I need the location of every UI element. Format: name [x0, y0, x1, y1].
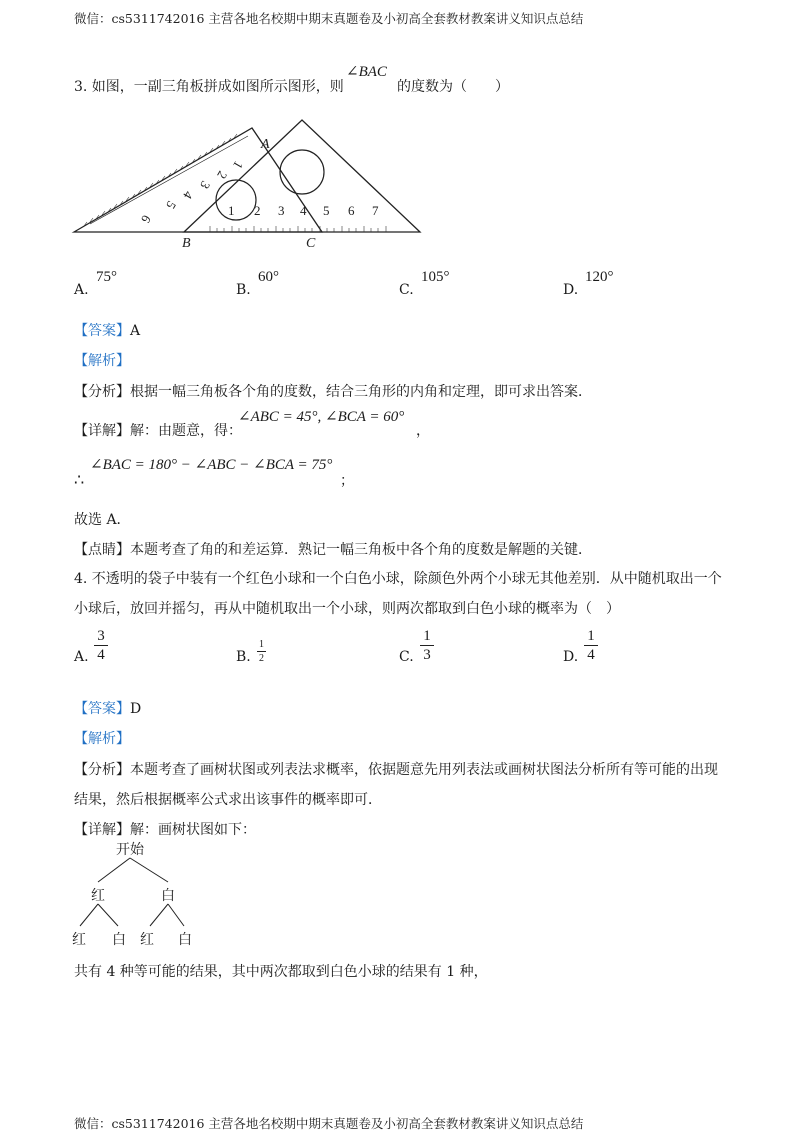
- right-ruler-ticks: [210, 226, 386, 232]
- page-header: 微信：cs5311742016 主营各地名校期中期末真题卷及小初高全套教材教案讲义知识点总结: [74, 11, 584, 26]
- q4-answer-value: D: [130, 701, 142, 717]
- q3-option-c-value: 105°: [421, 269, 450, 285]
- right-ruler-num-6: 6: [348, 203, 355, 218]
- q4-option-b-fraction: [257, 639, 266, 664]
- left-ruler-num-3: 3: [197, 178, 214, 192]
- q3-dianjing-row: [74, 539, 592, 559]
- left-ruler-num-4: 4: [180, 188, 197, 202]
- q3-conclusion: 故选 A．: [74, 512, 131, 528]
- q4-option-d-letter: D.: [563, 649, 579, 665]
- q4-option-c-fraction: [420, 628, 434, 663]
- right-ruler-num-1: 1: [228, 203, 235, 218]
- q3-analysis-label: 【解析】: [74, 353, 130, 369]
- left-ruler-hole: [216, 180, 256, 220]
- q4-option-c-letter: C.: [399, 649, 414, 665]
- q3-option-d-value: 120°: [585, 269, 614, 285]
- left-ruler-num-5: 5: [163, 198, 180, 212]
- left-ruler-num-6: 6: [138, 212, 155, 226]
- left-ruler-num-1: 1: [230, 158, 247, 172]
- q4-option-d-fraction: [584, 628, 598, 663]
- q4-analysis-label: 【解析】: [74, 731, 130, 747]
- tree-root: 开始: [116, 843, 144, 858]
- left-ruler-inner-edge: [90, 136, 248, 224]
- tree-l2-red-2: 红: [140, 933, 154, 948]
- q4-tree-diagram: [68, 838, 208, 950]
- page-footer: 微信：cs5311742016 主营各地名校期中期末真题卷及小初高全套教材教案讲义知识点总结: [74, 1116, 584, 1131]
- tree-l1-red: 红: [91, 889, 105, 904]
- q3-therefore-symbol: ∴: [74, 470, 85, 489]
- q4-conclusion: 共有 4 种等可能的结果，其中两次都取到白色小球的结果有 1 种，: [74, 964, 488, 980]
- q4-stem-line2: 小球后，放回并摇匀，再从中随机取出一个小球，则两次都取到白色小球的概率为（ ）: [74, 601, 620, 617]
- q3-option-a-letter: A.: [74, 282, 89, 298]
- q3-triangle-figure: [60, 118, 440, 254]
- q3-answer-value: A: [130, 323, 141, 339]
- q3-option-b-value: 60°: [258, 269, 279, 285]
- q4-option-b-den: 2: [259, 653, 264, 664]
- tree-l2-red-1: 红: [72, 933, 86, 948]
- q4-xiangjie-text: 解：画树状图如下：: [130, 822, 256, 838]
- q4-stem-line1: 4. 不透明的袋子中装有一个红色小球和一个白色小球，除颜色外两个小球无其他差别．从中随机取出一个: [74, 571, 722, 587]
- q3-fenxi-text: 根据一幅三角板各个角的度数，结合三角形的内角和定理，即可求出答案．: [130, 384, 592, 400]
- q3-stem: 3. 如图，一副三角板拼成如图所示图形，则: [74, 79, 344, 95]
- q4-option-b-num: 1: [259, 639, 264, 650]
- q4-xiangjie-row: [74, 819, 256, 839]
- q3-xiangjie-text: 解：由题意，得：: [130, 423, 242, 439]
- right-ruler-hole: [280, 150, 324, 194]
- q3-fenxi-label: 【分析】: [74, 384, 130, 400]
- q4-answer-row: [74, 698, 141, 718]
- right-ruler-num-5: 5: [323, 203, 330, 218]
- q4-fenxi-text1: 本题考查了画树状图或列表法求概率，依据题意先用列表法或画树状图法分析所有等可能的出现: [130, 762, 718, 778]
- tree-l2-white-2: 白: [178, 933, 192, 948]
- q4-option-a-den: 4: [97, 647, 105, 663]
- left-ruler-num-2: 2: [214, 168, 231, 182]
- left-triangle-ruler: [74, 128, 322, 232]
- right-ruler-num-7: 7: [372, 203, 379, 218]
- right-ruler-num-2: 2: [254, 203, 261, 218]
- q3-option-a-value: 75°: [96, 269, 117, 285]
- q3-option-c-letter: C.: [399, 282, 414, 298]
- q3-answer-label: 【答案】: [74, 323, 130, 339]
- q3-angle: ∠BAC: [346, 64, 387, 80]
- tree-l1-white: 白: [161, 889, 175, 904]
- right-ruler-num-3: 3: [278, 203, 285, 218]
- q4-option-c-den: 3: [423, 647, 431, 663]
- right-ruler-num-4: 4: [300, 203, 307, 218]
- q3-result-semicolon: ；: [340, 473, 354, 489]
- q3-given-angles: ∠ABC = 45°, ∠BCA = 60°: [238, 409, 405, 425]
- q4-fenxi-text2: 结果，然后根据概率公式求出该事件的概率即可．: [74, 792, 382, 808]
- q4-fenxi-label: 【分析】: [74, 762, 130, 778]
- q3-dianjing-label: 【点睛】: [74, 542, 130, 558]
- q4-answer-label: 【答案】: [74, 701, 130, 717]
- q3-dianjing-text: 本题考查了角的和差运算．熟记一幅三角板中各个角的度数是解题的关键．: [130, 542, 592, 558]
- tree-l2-white-1: 白: [112, 933, 126, 948]
- q3-result-formula: ∠BAC = 180° − ∠ABC − ∠BCA = 75°: [90, 457, 333, 473]
- q4-xiangjie-label: 【详解】: [74, 822, 130, 838]
- q4-option-d-den: 4: [587, 647, 595, 663]
- q4-fenxi-row1: [74, 759, 718, 779]
- label-B: B: [182, 236, 191, 251]
- q3-fenxi-row: [74, 381, 592, 401]
- q3-option-b-letter: B.: [236, 282, 251, 298]
- q3-xiangjie-label: 【详解】: [74, 423, 130, 439]
- q3-option-d-letter: D.: [563, 282, 579, 298]
- label-A: A: [261, 137, 270, 152]
- q4-option-a-letter: A.: [74, 649, 89, 665]
- right-ruler-numbers: [228, 203, 379, 218]
- q3-answer-row: [74, 320, 140, 340]
- q3-given-comma: ，: [416, 423, 430, 439]
- q4-option-d-num: 1: [587, 628, 595, 644]
- q4-option-b-letter: B.: [236, 649, 251, 665]
- q4-option-a-fraction: [94, 628, 108, 663]
- q3-stem-end: 的度数为（ ）: [397, 79, 509, 95]
- q3-xiangjie-row: [74, 420, 242, 440]
- q4-option-c-num: 1: [423, 628, 431, 644]
- q4-option-a-num: 3: [97, 628, 105, 644]
- label-C: C: [306, 236, 316, 251]
